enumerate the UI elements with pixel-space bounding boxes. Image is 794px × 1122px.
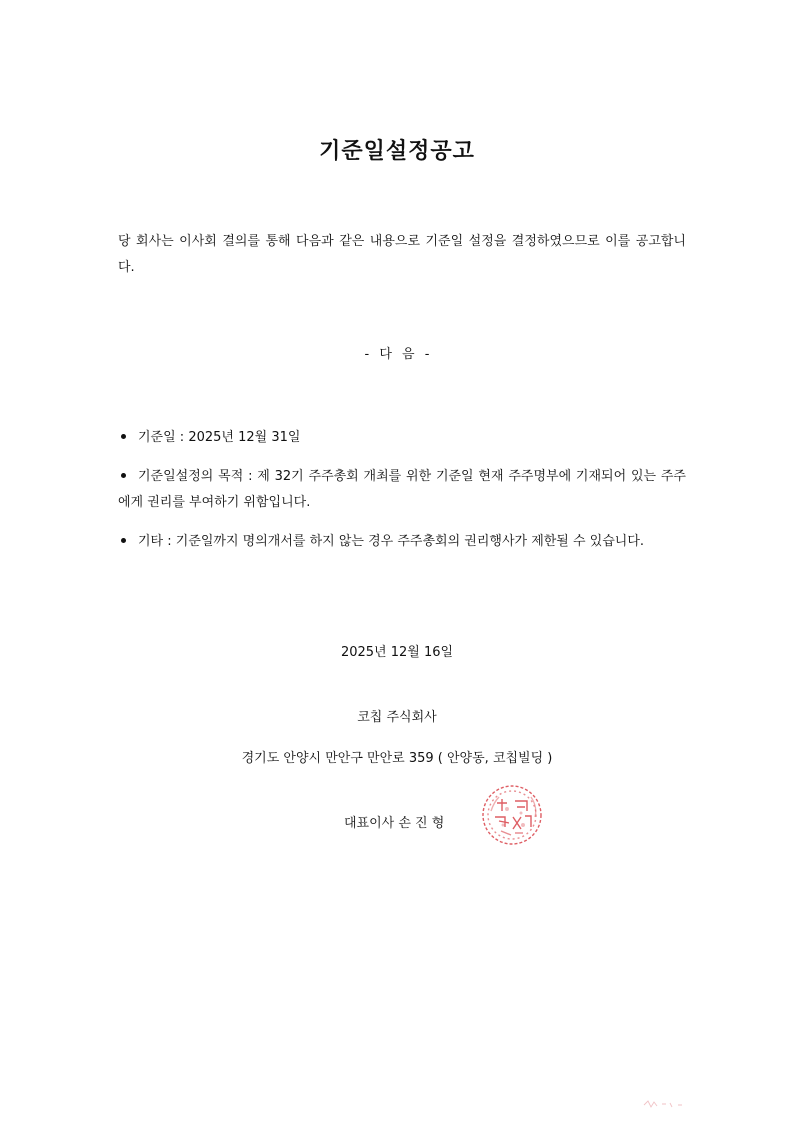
list-item [118, 464, 686, 516]
list-item [118, 425, 686, 451]
list-item-text: 기준일 : 2025년 12월 31일 [138, 430, 301, 445]
list-item [118, 529, 686, 555]
company-address: 경기도 안양시 만안구 만안로 359 ( 안양동, 코칩빌딩 ) [241, 751, 553, 766]
company-name: 코칩 주식회사 [357, 710, 437, 725]
stray-mark-icon [642, 1097, 686, 1113]
representative-name: 대표이사 손 진 형 [344, 816, 445, 831]
notice-date: 2025년 12월 16일 [340, 645, 454, 660]
page-title: 기준일설정공고 [319, 139, 475, 164]
intro-paragraph: 당 회사는 이사회 결의를 통해 다음과 같은 내용으로 기준일 설정을 결정하였으므로 이를 공고합니다. [118, 234, 686, 275]
bullet-icon [121, 473, 126, 478]
bullet-icon [121, 434, 126, 439]
list-item-text: 기타 : 기준일까지 명의개서를 하지 않는 경우 주주총회의 권리행사가 제한될 수 있습니다. [138, 534, 645, 549]
section-heading: - 다 음 - [364, 347, 430, 362]
list-item-text: 기준일설정의 목적 : 제 32기 주주총회 개최를 위한 기준일 현재 주주명부에 기재되어 있는 주주에게 권리를 부여하기 위함입니다. [118, 469, 686, 510]
seal-icon [477, 783, 547, 847]
bullet-icon [121, 538, 126, 543]
